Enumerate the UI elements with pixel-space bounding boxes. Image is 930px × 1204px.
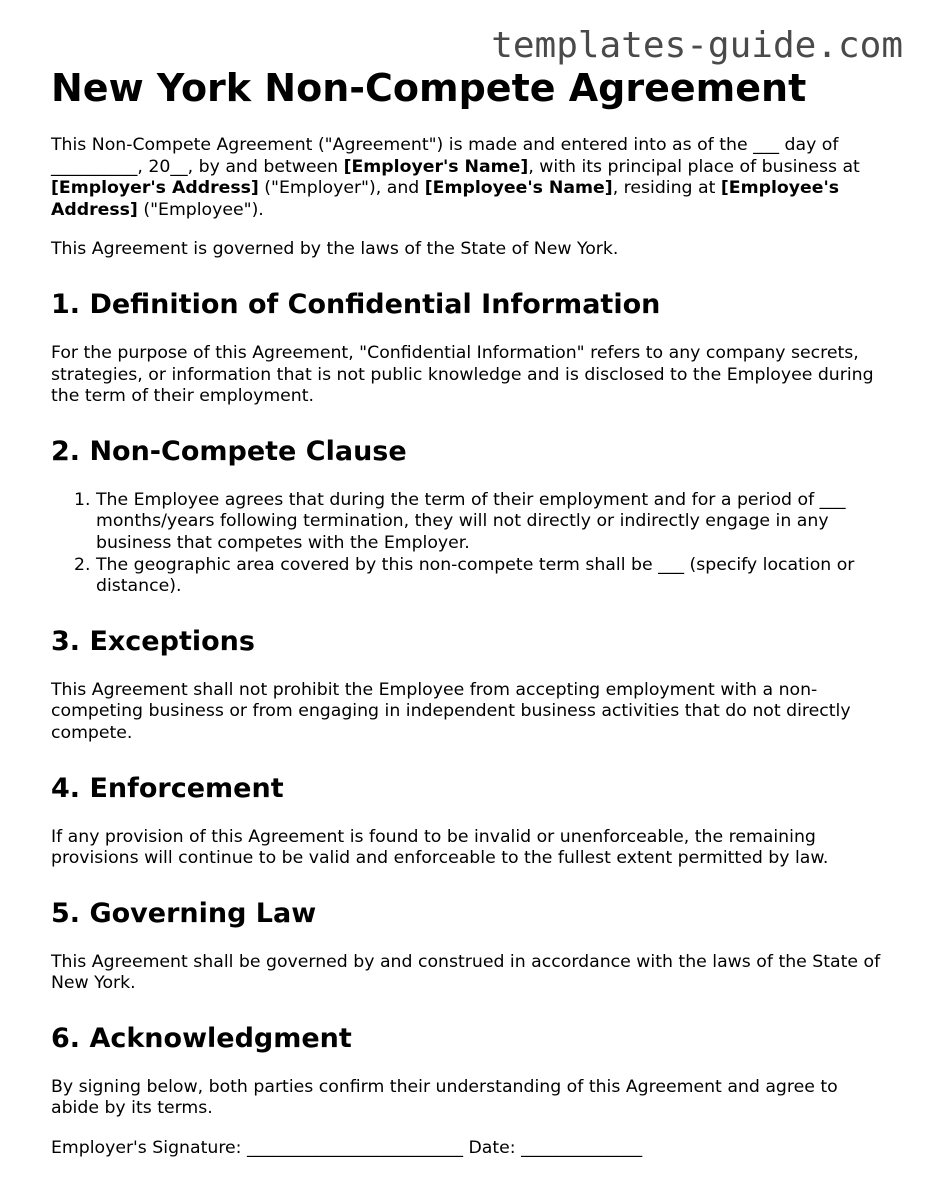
section-3-body: This Agreement shall not prohibit the Employee from accepting employment with a non-competing business or from engaging in independent business activities that do not directly compete. xyxy=(51,679,851,743)
section-5-body: This Agreement shall be governed by and construed in accordance with the laws of the State of New York. xyxy=(51,951,881,994)
list-item: 2. The geographic area covered by this non-compete term shall be ___ (specify location or distance). xyxy=(96,555,881,598)
section-4-body: If any provision of this Agreement is found to be invalid or unenforceable, the remaining provisions will continue to be valid and enforceable to the fullest extent permitted by law. xyxy=(51,826,829,869)
employer-address-placeholder: [Employer's Address] xyxy=(51,178,259,199)
document-body xyxy=(51,135,881,1160)
section-3-heading: 3. Exceptions xyxy=(51,625,255,657)
section-5-heading: 5. Governing Law xyxy=(51,897,317,929)
employer-name-placeholder: [Employer's Name] xyxy=(343,156,529,177)
governed-paragraph: This Agreement is governed by the laws of the State of New York. xyxy=(51,239,619,260)
signature-line: Employer's Signature: _________________________ Date: ______________ xyxy=(51,1138,643,1159)
intro-paragraph: This Non-Compete Agreement ("Agreement") is made and entered into as of the ___ day of __________, 20__, by and between [Employer's Name], with its principal place of business at [Employer's Address] ("Employer"), and [Employee's Name], residing at [Employee's Address] ("Employee"). xyxy=(51,135,860,220)
section-2-heading: 2. Non-Compete Clause xyxy=(51,435,407,467)
watermark: templates-guide.com xyxy=(491,25,903,66)
list-item: 1. The Employee agrees that during the term of their employment and for a period of ___ months/years following termination, they will not directly or indirectly engage in any business that competes with the Employer. xyxy=(96,490,881,555)
section-1-heading: 1. Definition of Confidential Information xyxy=(51,288,661,320)
employee-address-placeholder: [Employee's Address] xyxy=(51,178,840,220)
employee-name-placeholder: [Employee's Name] xyxy=(424,178,613,199)
section-6-body: By signing below, both parties confirm their understanding of this Agreement and agree to abide by its terms. xyxy=(51,1076,838,1119)
document-title: New York Non-Compete Agreement xyxy=(51,66,807,110)
section-1-body: For the purpose of this Agreement, "Confidential Information" refers to any company secrets, strategies, or information that is not public knowledge and is disclosed to the Employee during the term of their employment. xyxy=(51,342,874,407)
section-6-heading: 6. Acknowledgment xyxy=(51,1022,352,1054)
section-4-heading: 4. Enforcement xyxy=(51,772,284,804)
non-compete-list xyxy=(51,490,881,598)
